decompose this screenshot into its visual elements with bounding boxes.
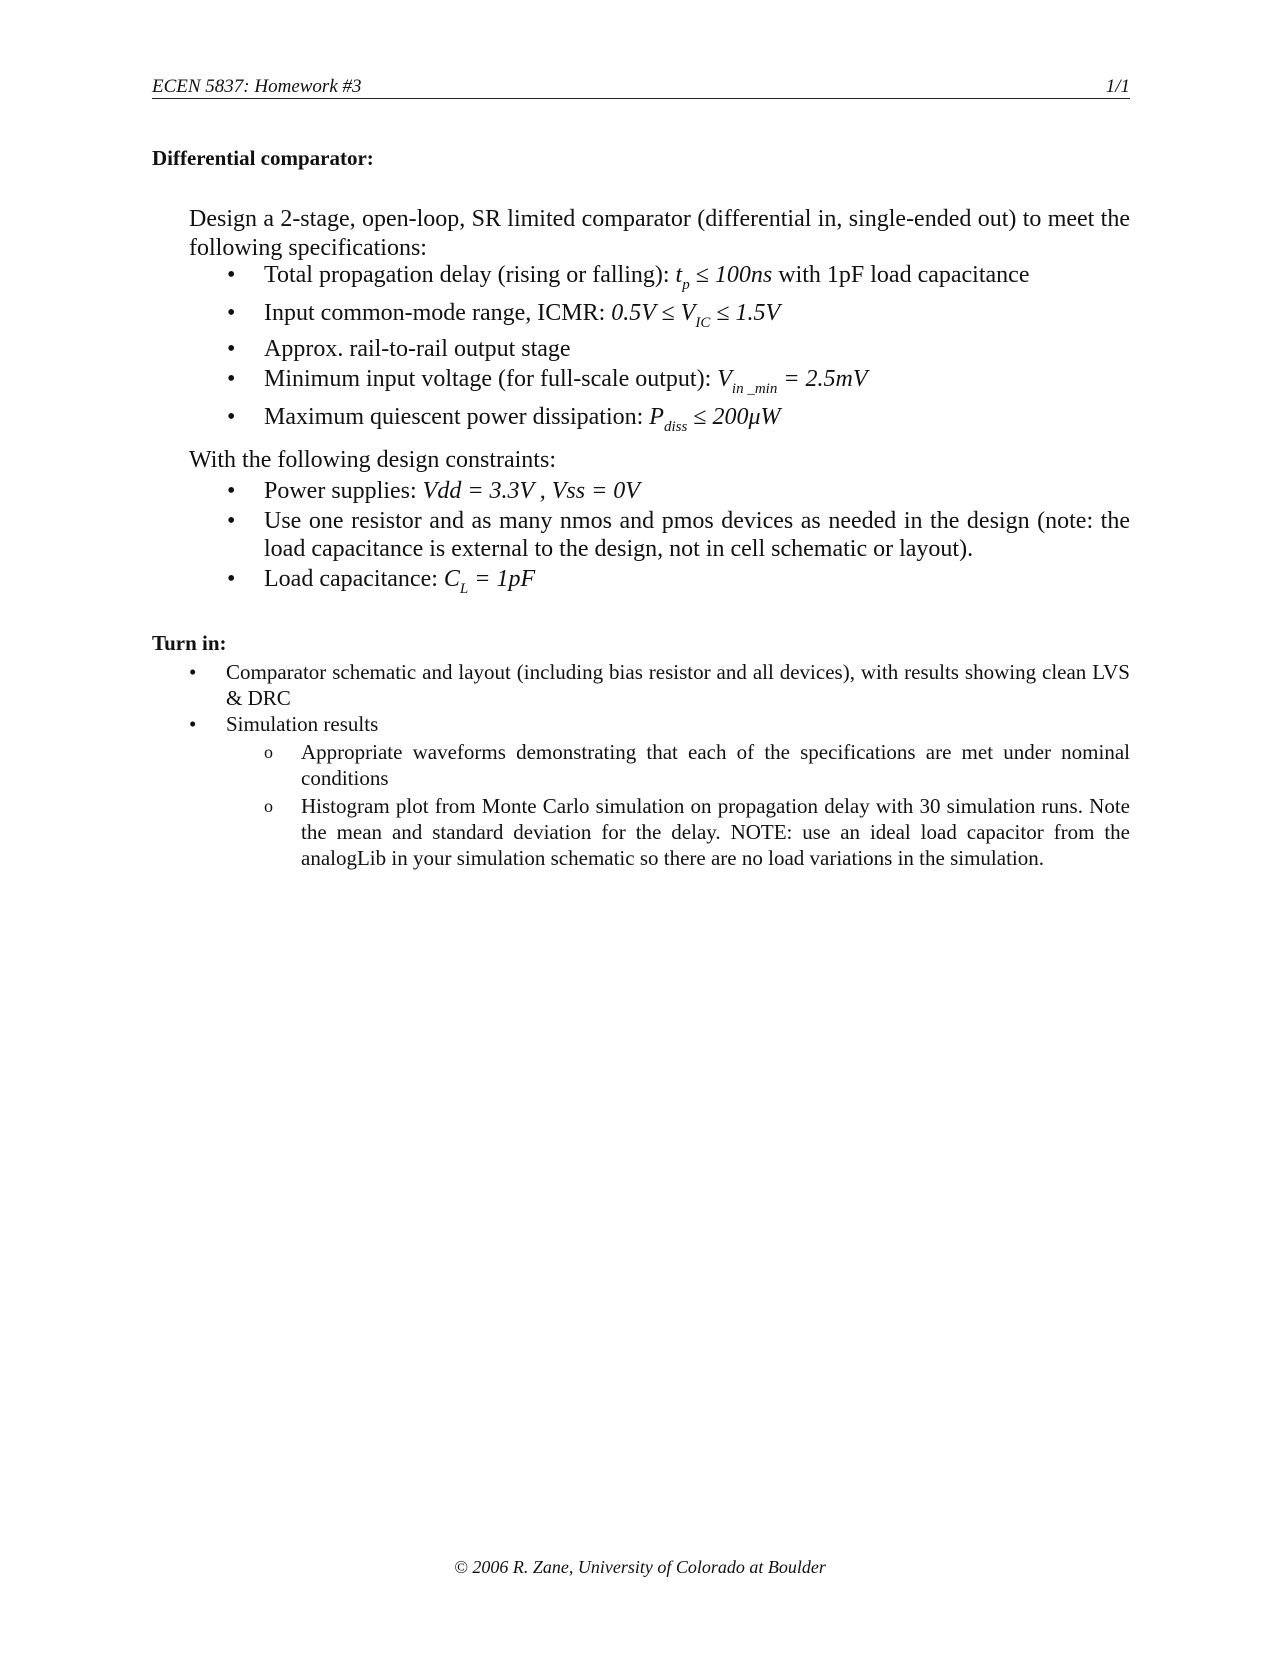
spec-text: Input common-mode range, ICMR: xyxy=(264,300,612,326)
spec-item xyxy=(227,262,1130,300)
constraint-item xyxy=(227,477,1130,505)
constraint-text: Load capacitance: xyxy=(264,566,444,592)
spec-text: Maximum quiescent power dissipation: xyxy=(264,404,650,430)
math-expression: ≤ 100ns xyxy=(689,262,773,288)
constraints-list xyxy=(227,477,1130,603)
turn-in-text: Comparator schematic and layout (including bias resistor and all devices), with results showing clean LVS & DRC xyxy=(226,660,1130,710)
spec-item xyxy=(227,336,1130,366)
page-footer: © 2006 R. Zane, University of Colorado at Boulder xyxy=(454,1557,826,1577)
specifications-list xyxy=(227,262,1130,440)
section-title-turn-in: Turn in: xyxy=(152,631,227,655)
constraints-intro: With the following design constraints: xyxy=(189,447,556,473)
bullet-icon: • xyxy=(189,660,197,684)
circle-bullet-icon: o xyxy=(264,796,273,816)
bullet-icon: • xyxy=(227,262,236,288)
math-subscript: IC xyxy=(695,315,711,331)
bullet-icon: • xyxy=(227,508,236,534)
spec-text: Minimum input voltage (for full-scale output): xyxy=(264,366,718,392)
bullet-icon: • xyxy=(227,366,236,392)
simulation-results-sublist xyxy=(264,739,1130,871)
sub-item-text: Appropriate waveforms demonstrating that each of the specifications are met under nominal conditions xyxy=(301,740,1130,790)
bullet-icon: • xyxy=(189,712,197,736)
section-title-differential-comparator: Differential comparator: xyxy=(152,146,374,170)
header-title: ECEN 5837: Homework #3 xyxy=(152,76,362,97)
math-subscript: p xyxy=(682,277,690,293)
bullet-icon: • xyxy=(227,566,236,592)
spec-item xyxy=(227,366,1130,404)
spec-text: Total propagation delay (rising or falling): xyxy=(264,262,676,288)
sub-item-text: Histogram plot from Monte Carlo simulation on propagation delay with 30 simulation runs. Note the mean and standard deviation for the delay. NOTE: use an ideal load capacitor from the analogLib in your simulation schematic so there are no load variations in the simulation. xyxy=(301,794,1130,870)
math-subscript: diss xyxy=(663,419,688,435)
math-expression: Vdd = 3.3V , Vss = 0V xyxy=(422,478,640,504)
math-expression: = 2.5mV xyxy=(777,366,868,392)
spec-item xyxy=(227,300,1130,336)
intro-paragraph: Design a 2-stage, open-loop, SR limited comparator (differential in, single-ended out) to meet the following specifications: xyxy=(189,206,1130,261)
math-expression: = 1pF xyxy=(468,566,536,592)
constraint-item xyxy=(227,565,1130,603)
spec-text-tail: with 1pF load capacitance xyxy=(772,262,1030,288)
math-symbol: V xyxy=(717,366,732,392)
math-expression: 0.5V ≤ V xyxy=(611,300,696,326)
bullet-icon: • xyxy=(227,404,236,430)
math-symbol: P xyxy=(649,404,664,430)
bullet-icon: • xyxy=(227,336,236,362)
sub-item xyxy=(264,793,1130,871)
turn-in-item xyxy=(189,711,1130,871)
math-subscript: L xyxy=(459,581,469,597)
turn-in-list xyxy=(189,659,1130,873)
bullet-icon: • xyxy=(227,478,236,504)
math-expression: ≤ 1.5V xyxy=(710,300,781,326)
constraint-text: Power supplies: xyxy=(264,478,423,504)
turn-in-text: Simulation results xyxy=(226,712,379,736)
spec-item xyxy=(227,404,1130,440)
sub-item xyxy=(264,739,1130,791)
constraint-item xyxy=(227,507,1130,563)
page-number: 1/1 xyxy=(1105,76,1130,97)
turn-in-item xyxy=(189,659,1130,711)
page-header xyxy=(152,74,1130,99)
math-expression: ≤ 200μW xyxy=(687,404,781,430)
math-subscript: in _min xyxy=(731,381,778,397)
circle-bullet-icon: o xyxy=(264,742,273,762)
spec-text: Approx. rail-to-rail output stage xyxy=(264,336,571,362)
constraint-text: Use one resistor and as many nmos and pmos devices as needed in the design (note: the load capacitance is external to the design, not in cell schematic or layout). xyxy=(264,508,1130,562)
math-symbol: C xyxy=(443,566,460,592)
math-symbol: t xyxy=(675,262,683,288)
bullet-icon: • xyxy=(227,300,236,326)
